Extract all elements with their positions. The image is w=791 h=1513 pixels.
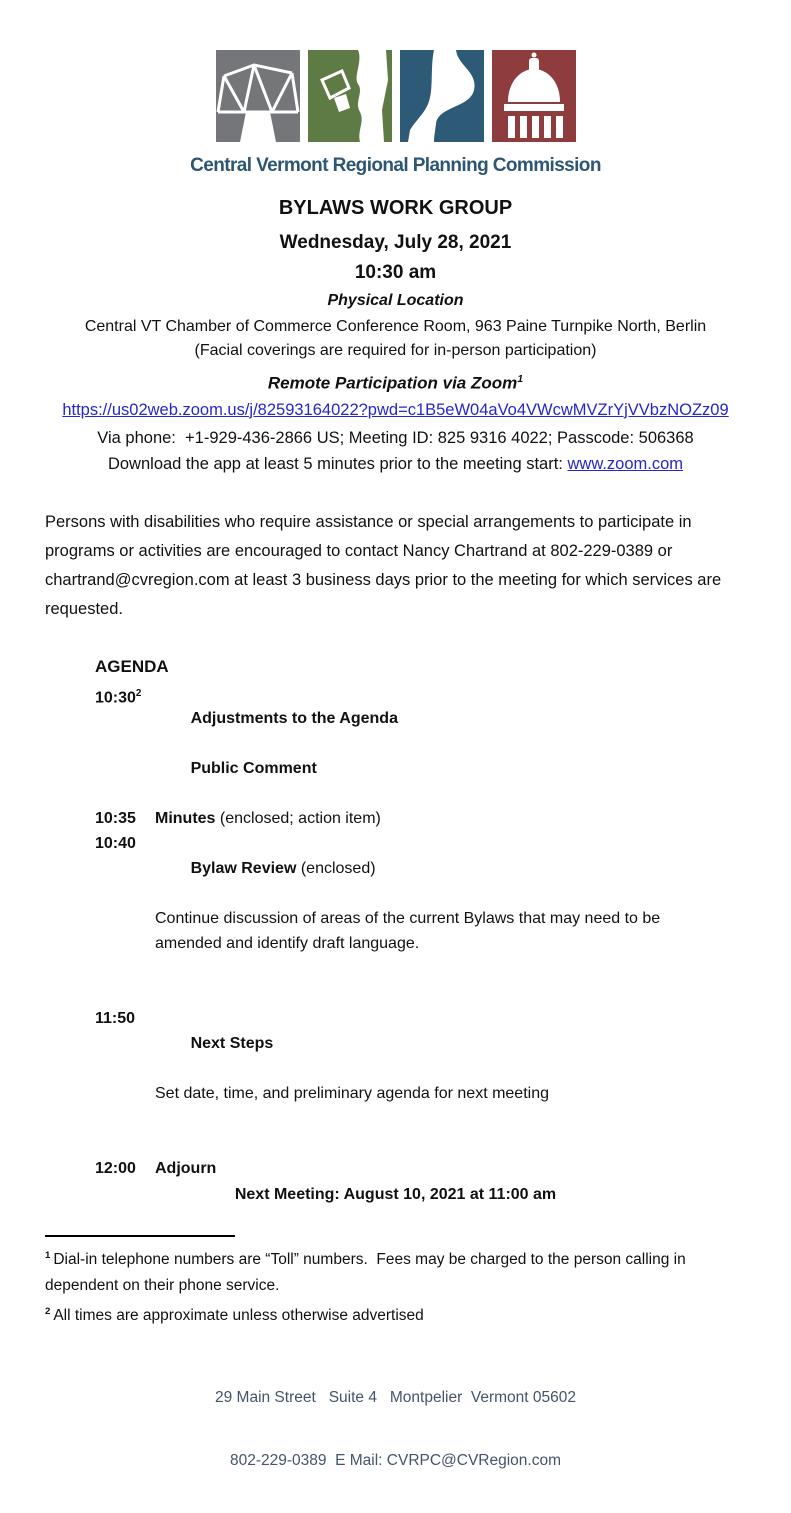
agenda-item-title: Adjustments to the Agenda (190, 709, 398, 727)
zoom-website-link[interactable]: www.zoom.com (567, 454, 684, 473)
cvrpc-logo-tiles (216, 50, 576, 142)
agenda-item-body (155, 1156, 791, 1181)
footer-address-line: 29 Main Street Suite 4 Montpelier Vermont 05602 (214, 1388, 576, 1406)
page-title: BYLAWS WORK GROUP (278, 197, 513, 219)
agenda-item-adjustments (95, 681, 791, 806)
agenda-item-title: Next Steps (190, 1034, 274, 1052)
agenda-item-detail: Set date, time, and preliminary agenda for next meeting (155, 1084, 549, 1102)
agenda-item-body (155, 806, 791, 831)
footnote-2 (45, 1299, 746, 1329)
agenda-time: 10:40 (95, 834, 136, 852)
remote-participation-label (0, 368, 791, 395)
agenda-time-text: 10:30 (95, 688, 136, 706)
agenda-item-suffix: (enclosed; action item) (215, 809, 381, 827)
vermont-map-icon (308, 50, 392, 142)
footnote-2-ref: 2 (45, 1305, 51, 1317)
meeting-address: Central VT Chamber of Commerce Conference Room, 963 Paine Turnpike North, Berlin (84, 318, 707, 335)
logo-wordmark: Central Vermont Regional Planning Commission (190, 155, 601, 176)
footnotes-section (45, 1235, 746, 1329)
agenda-item-title: Bylaw Review (190, 859, 297, 877)
agenda-section (95, 654, 791, 1181)
document-footer (0, 1345, 791, 1513)
remote-participation-text: Remote Participation via Zoom (267, 373, 518, 393)
agenda-item-body (155, 831, 791, 1006)
download-app-line (0, 452, 791, 476)
meeting-time: 10:30 am (354, 262, 437, 283)
capitol-dome-icon (492, 50, 576, 142)
agenda-item-body (155, 681, 791, 806)
agenda-item-minutes (95, 806, 791, 831)
river-icon (400, 50, 484, 142)
footnote-1 (45, 1243, 746, 1299)
agenda-item-suffix: (enclosed) (296, 859, 376, 877)
agenda-time: 12:00 (95, 1159, 136, 1177)
footnote-ref-1: 1 (517, 373, 524, 385)
next-meeting-line: Next Meeting: August 10, 2021 at 11:00 am (234, 1185, 557, 1203)
footnote-1-text: Dial-in telephone numbers are “Toll” numbers. Fees may be charged to the person calling in dependent on their phone service. (45, 1250, 691, 1294)
footnote-1-ref: 1 (45, 1249, 51, 1261)
agenda-item-adjourn (95, 1156, 791, 1181)
agenda-item-bylaw-review (95, 831, 791, 1006)
download-app-text: Download the app at least 5 minutes prior to the meeting start: (107, 454, 568, 473)
agenda-heading: AGENDA (95, 656, 169, 676)
footnote-ref-2: 2 (135, 687, 142, 699)
zoom-link-line (0, 399, 791, 422)
agenda-item-next-steps (95, 1006, 791, 1156)
physical-location-label: Physical Location (327, 292, 464, 309)
agenda-time (95, 681, 155, 806)
footnote-divider (45, 1235, 235, 1237)
footer-contact-line: 802-229-0389 E Mail: CVRPC@CVRegion.com (229, 1451, 562, 1469)
agenda-time: 10:35 (95, 809, 136, 827)
footnote-2-text: All times are approximate unless otherwise advertised (53, 1306, 424, 1324)
agenda-time: 11:50 (95, 1009, 136, 1027)
facial-covering-note: (Facial coverings are required for in-person participation) (194, 342, 597, 359)
cvrpc-logo (0, 50, 791, 177)
agenda-item-detail: Continue discussion of areas of the current Bylaws that may need to be amended and identify draft language. (155, 909, 661, 952)
agenda-item-title: Minutes (155, 809, 216, 827)
agenda-item-title: Adjourn (155, 1159, 217, 1177)
zoom-meeting-link[interactable]: https://us02web.zoom.us/j/82593164022?pwd=c1B5eW04aVo4VWcwMVZrYjVVbzNOZz09 (62, 400, 729, 419)
agenda-item-body (155, 1006, 791, 1156)
bridge-icon (216, 50, 300, 142)
agenda-item-subtitle: Public Comment (190, 759, 317, 777)
meeting-date: Wednesday, July 28, 2021 (279, 232, 512, 253)
accessibility-note: Persons with disabilities who require assistance or special arrangements to participate in programs or activities are encouraged to contact Nancy Chartrand at 802-229-0389 or chartrand@cvregion.com at least 3 business days prior to the meeting for which services are requested. (45, 512, 726, 618)
phone-dialin-line: Via phone: +1-929-436-2866 US; Meeting ID: 825 9316 4022; Passcode: 506368 (97, 428, 694, 447)
